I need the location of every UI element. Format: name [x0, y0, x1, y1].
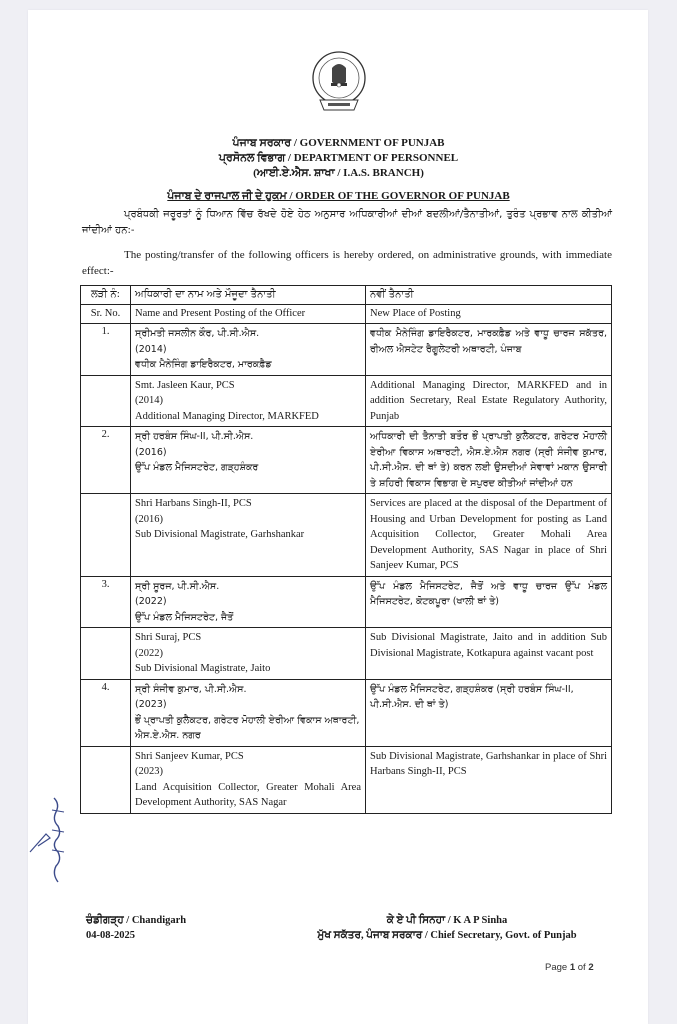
officer-batch: (2016): [135, 446, 167, 458]
table-row: [81, 427, 612, 494]
officer-batch: (2022): [135, 647, 163, 659]
officer-present-posting: Sub Divisional Magistrate, Garhshankar: [135, 529, 305, 540]
officer-name: ਸ੍ਰੀ ਸੰਜੀਵ ਕੁਮਾਰ, ਪੀ.ਸੀ.ਐਸ.: [135, 683, 247, 695]
header-officer: Name and Present Posting of the Officer: [131, 305, 366, 324]
new-posting-punjabi: ਅਧਿਕਾਰੀ ਦੀ ਤੈਨਾਤੀ ਬਤੌਰ ਭੌਂ ਪ੍ਰਾਪਤੀ ਕੁਲੈਕਟਰ, ਗਰੇਟਰ ਮੋਹਾਲੀ ਏਰੀਆ ਵਿਕਾਸ ਅਥਾਰਟੀ, ਐਸ.ਏ.ਐਸ ਨਗਰ (ਸ੍ਰੀ ਸੰਜੀਵ ਕੁਮਾਰ, ਪੀ.ਸੀ.ਐਸ. ਦੀ ਥਾਂ ਤੇ) ਕਰਨ ਲਈ ਉਸਦੀਆਂ ਸੇਵਾਵਾਂ ਮਕਾਨ ਉਸਾਰੀ ਤੇ ਸ਼ਹਿਰੀ ਵਿਕਾਸ ਵਿਭਾਗ ਦੇ ਸਪੁਰਦ ਕੀਤੀਆਂ ਜਾਂਦੀਆਂ ਹਨ: [366, 427, 612, 494]
branch-title: (ਆਈ.ਏ.ਐਸ. ਸ਼ਾਖਾ / I.A.S. BRANCH): [253, 167, 424, 179]
officer-batch: (2023): [135, 699, 167, 710]
signatory-block: [282, 913, 612, 943]
table-row: [81, 679, 612, 746]
handwritten-signature-icon: [24, 790, 70, 890]
new-posting-english: Sub Divisional Magistrate, Jaito and in addition Sub Divisional Magistrate, Kotkapura against vacant post: [366, 628, 612, 680]
table-row: [81, 746, 612, 813]
new-posting-english: Sub Divisional Magistrate, Garhshankar in place of Shri Harbans Singh-II, PCS: [366, 746, 612, 813]
intro-punjabi: ਪ੍ਰਬੰਧਕੀ ਜਰੂਰਤਾਂ ਨੂੰ ਧਿਆਨ ਵਿੱਚ ਰੱਖਦੇ ਹੋਏ ਹੇਠ ਅਨੁਸਾਰ ਅਧਿਕਾਰੀਆਂ ਦੀਆਂ ਬਦਲੀਆਂ/ਤੈਨਾਤੀਆਂ, ਤੁਰੰਤ ਪ੍ਰਭਾਵ ਨਾਲ ਕੀਤੀਆਂ ਜਾਂਦੀਆਂ ਹਨ:-: [82, 209, 612, 236]
serial-number: 1.: [81, 324, 131, 376]
postings-table: [80, 285, 612, 814]
new-posting-punjabi: ਉੱਪ ਮੰਡਲ ਮੈਜਿਸਟਰੇਟ, ਜੈਤੋਂ ਅਤੇ ਵਾਧੂ ਚਾਰਜ ਉੱਪ ਮੰਡਲ ਮੈਜਿਸਟਰੇਟ, ਕੋਟਕਪੂਰਾ (ਖਾਲੀ ਥਾਂ ਤੇ): [366, 576, 612, 628]
officer-punjabi: [131, 427, 366, 494]
officer-batch: (2014): [135, 395, 163, 406]
table-header-row-english: [81, 305, 612, 324]
table-row: [81, 494, 612, 577]
header-posting-punjabi: ਨਵੀਂ ਤੈਨਾਤੀ: [366, 286, 612, 305]
place: ਚੰਡੀਗੜ੍ਹ / Chandigarh: [86, 915, 187, 926]
table-row: [81, 375, 612, 427]
officer-present-posting: ਵਧੀਕ ਮੈਨੇਜਿੰਗ ਡਾਇਰੈਕਟਰ, ਮਾਰਕਫ਼ੈਡ: [135, 359, 272, 370]
serial-number-continued: [81, 628, 131, 680]
order-heading: ਪੰਜਾਬ ਦੇ ਰਾਜਪਾਲ ਜੀ ਦੇ ਹੁਕਮ / ORDER OF THE GOVERNOR OF PUNJAB: [167, 190, 510, 202]
officer-name: Shri Harbans Singh-II, PCS: [135, 498, 252, 509]
serial-number: 2.: [81, 427, 131, 494]
officer-name: Shri Sanjeev Kumar, PCS: [135, 750, 244, 762]
officer-present-posting: ਉੱਪ ਮੰਡਲ ਮੈਜਿਸਟਰੇਟ, ਜੈਤੋਂ: [135, 611, 234, 623]
page-prefix: Page: [545, 962, 570, 973]
officer-name: ਸ੍ਰੀ ਹਰਬੰਸ ਸਿੰਘ-II, ਪੀ.ਸੀ.ਐਸ.: [135, 431, 254, 442]
officer-present-posting: Additional Managing Director, MARKFED: [135, 410, 319, 422]
serial-number: 3.: [81, 576, 131, 628]
page-total: 2: [588, 962, 594, 973]
officer-batch: (2022): [135, 596, 167, 607]
officer-english: [131, 628, 366, 680]
serial-number-continued: [81, 746, 131, 813]
officer-english: [131, 375, 366, 427]
table-row: [81, 576, 612, 628]
officer-present-posting: ਭੌਂ ਪ੍ਰਾਪਤੀ ਕੁਲੈਕਟਰ, ਗਰੇਟਰ ਮੋਹਾਲੀ ਏਰੀਆ ਵਿਕਾਸ ਅਥਾਰਟੀ, ਐਸ.ਏ.ਐਸ. ਨਗਰ: [135, 714, 360, 741]
signatory-title: ਮੁੱਖ ਸਕੱਤਰ, ਪੰਜਾਬ ਸਰਕਾਰ / Chief Secretary, Govt. of Punjab: [317, 930, 577, 941]
table-row: [81, 628, 612, 680]
new-posting-english: Additional Managing Director, MARKFED and in addition Secretary, Real Estate Regulatory Authority, Punjab: [366, 375, 612, 427]
page-current: 1: [569, 962, 576, 973]
order-date: 04-08-2025: [86, 930, 135, 941]
officer-punjabi: [131, 679, 366, 746]
officer-batch: (2023): [135, 766, 163, 777]
officer-present-posting: ਉੱਪ ਮੰਡਲ ਮੈਜਿਸਟਰੇਟ, ਗੜ੍ਹਸ਼ੰਕਰ: [135, 462, 259, 473]
new-posting-english: Services are placed at the disposal of the Department of Housing and Urban Development for posting as Land Acquisition Collector, Greater Mohali Area Development Authority, SAS Nagar in place of Shri Sanjeev Kumar, PCS: [366, 494, 612, 577]
page-mid: of: [575, 962, 589, 973]
serial-number: 4.: [81, 679, 131, 746]
table-header-row-punjabi: [81, 286, 612, 305]
officer-name: Shri Suraj, PCS: [135, 632, 202, 643]
table-row: [81, 324, 612, 376]
officer-punjabi: [131, 324, 366, 376]
state-emblem-icon: [310, 48, 368, 118]
header-posting: New Place of Posting: [366, 305, 612, 324]
officer-batch: (2014): [135, 343, 167, 355]
officer-present-posting: Land Acquisition Collector, Greater Mohali Area Development Authority, SAS Nagar: [135, 781, 361, 808]
header-sr-no: Sr. No.: [81, 305, 131, 324]
officer-present-posting: Sub Divisional Magistrate, Jaito: [135, 663, 271, 674]
header-sr-no-punjabi: ਲੜੀ ਨੰ:: [81, 286, 131, 305]
serial-number-continued: [81, 494, 131, 577]
officer-english: [131, 746, 366, 813]
new-posting-punjabi: ਉੱਪ ਮੰਡਲ ਮੈਜਿਸਟਰੇਟ, ਗੜ੍ਹਸ਼ੰਕਰ (ਸ੍ਰੀ ਹਰਬੰਸ ਸਿੰਘ-II, ਪੀ.ਸੀ.ਐਸ. ਦੀ ਥਾਂ ਤੇ): [366, 679, 612, 746]
signatory-name: ਕੇ ਏ ਪੀ ਸਿਨਹਾ / K A P Sinha: [386, 915, 508, 926]
officer-english: [131, 494, 366, 577]
serial-number-continued: [81, 375, 131, 427]
officer-name: ਸ੍ਰੀ ਸੂਰਜ, ਪੀ.ਸੀ.ਐਸ.: [135, 580, 220, 592]
officer-punjabi: [131, 576, 366, 628]
header-officer-punjabi: ਅਧਿਕਾਰੀ ਦਾ ਨਾਮ ਅਤੇ ਮੌਜੂਦਾ ਤੈਨਾਤੀ: [131, 286, 366, 305]
department-title: ਪ੍ਰਸੋਨਲ ਵਿਭਾਗ / DEPARTMENT OF PERSONNEL: [218, 152, 459, 164]
government-title: ਪੰਜਾਬ ਸਰਕਾਰ / GOVERNMENT OF PUNJAB: [232, 137, 445, 149]
officer-batch: (2016): [135, 513, 163, 525]
officer-name: Smt. Jasleen Kaur, PCS: [135, 379, 235, 391]
page-number: [545, 962, 594, 973]
intro-english: The posting/transfer of the following officers is hereby ordered, on administrative grounds, with immediate effect:-: [82, 249, 612, 277]
officer-name: ਸ੍ਰੀਮਤੀ ਜਸਲੀਨ ਕੌਰ, ਪੀ.ਸੀ.ਐਸ.: [135, 328, 260, 339]
place-and-date: [86, 913, 186, 943]
new-posting-punjabi: ਵਧੀਕ ਮੈਨੇਜਿੰਗ ਡਾਇਰੈਕਟਰ, ਮਾਰਕਫ਼ੈਡ ਅਤੇ ਵਾਧੂ ਚਾਰਜ ਸਕੱਤਰ, ਰੀਅਲ ਐਸਟੇਟ ਰੈਗੂਲੇਟਰੀ ਅਥਾਰਟੀ, ਪੰਜਾਬ: [366, 324, 612, 376]
